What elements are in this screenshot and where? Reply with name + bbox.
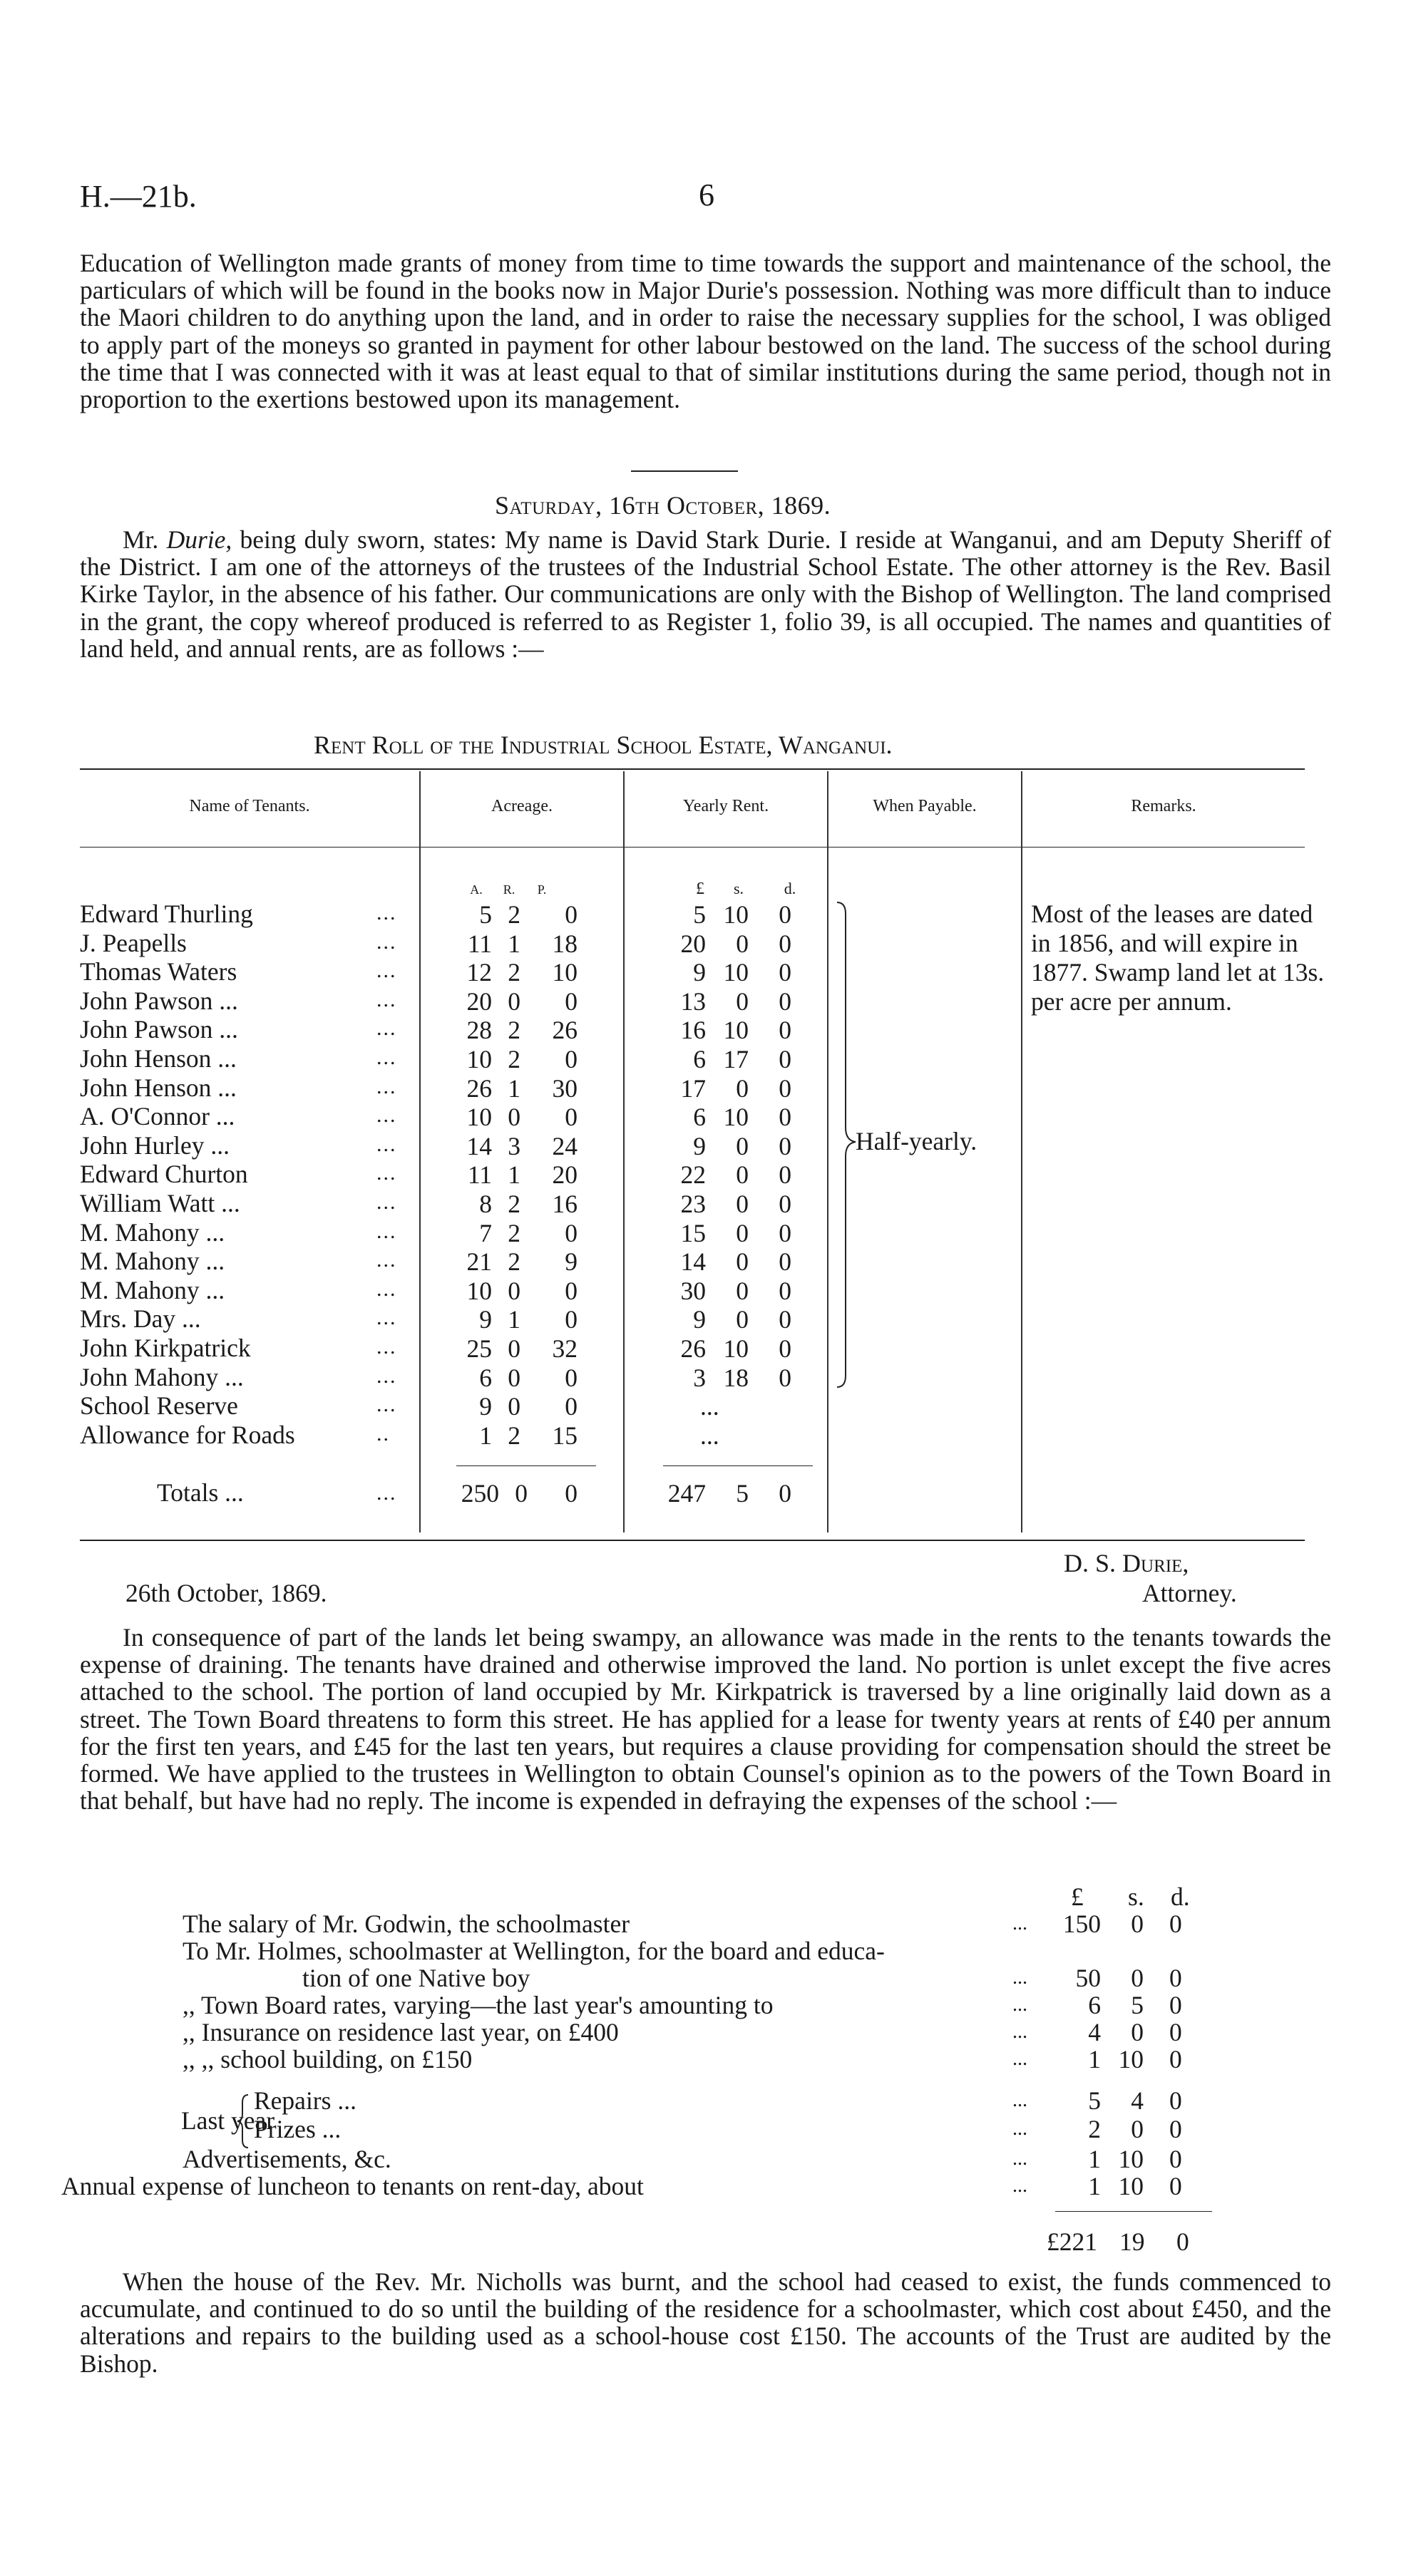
expense-pounds: 4 bbox=[1088, 2018, 1101, 2046]
rent-pounds: 30 bbox=[680, 1276, 706, 1305]
perches: 16 bbox=[552, 1190, 578, 1218]
expense-label: To Mr. Holmes, schoolmaster at Wellington, for the board and educa- bbox=[183, 1937, 885, 1965]
expense-leader-dots: ... bbox=[1012, 2118, 1027, 2140]
tenant-name: John Kirkpatrick bbox=[80, 1334, 251, 1362]
rent-pence: 0 bbox=[779, 1247, 791, 1277]
intro-paragraph: Education of Wellington made grants of money from time to time towards the support and maintenance of the school, the particulars of which will be found in the books now in Major Durie's possession. Nothing was more difficult than to induce the Maori children to do anything upon the land, and in order to raise the necessary supplies for the school, I was obliged to apply part of the moneys so granted in payment for other labour bestowed on the land. The success of the school during the time that I was connected with it was at least equal to that of similar institutions during the same period, though not in proportion to the exertions bestowed upon its management. bbox=[80, 249, 1331, 414]
leader-dots: ... bbox=[376, 1132, 397, 1156]
col-divider-3 bbox=[827, 771, 828, 1532]
leader-dots: ... bbox=[376, 929, 397, 954]
tenant-name: M. Mahony ... bbox=[80, 1217, 225, 1247]
roods: 2 bbox=[508, 958, 520, 987]
tenant-name: John Henson ... bbox=[80, 1044, 237, 1073]
section-divider bbox=[631, 470, 738, 472]
rent-pence: 0 bbox=[779, 929, 791, 958]
acres: 10 bbox=[466, 1045, 492, 1073]
total-shillings: 5 bbox=[736, 1479, 749, 1508]
rent-pounds: 22 bbox=[680, 1160, 706, 1190]
expense-total-pence: 0 bbox=[1176, 2227, 1189, 2256]
acres: 25 bbox=[466, 1334, 492, 1363]
roods: 0 bbox=[508, 1334, 520, 1363]
totals-label: Totals ... bbox=[157, 1478, 244, 1507]
acres: 20 bbox=[466, 986, 492, 1016]
perches: 15 bbox=[552, 1421, 578, 1450]
perches: 0 bbox=[565, 1276, 578, 1305]
rent-pounds: 20 bbox=[680, 929, 706, 958]
rent-shillings: 0 bbox=[736, 1190, 749, 1218]
expense-pence: 0 bbox=[1169, 1991, 1182, 2019]
rent-pounds: 23 bbox=[680, 1190, 706, 1218]
perches: 0 bbox=[565, 900, 578, 929]
rent-shillings: 10 bbox=[723, 900, 749, 929]
leader-dots: ... bbox=[376, 1248, 397, 1272]
acres: 21 bbox=[466, 1247, 492, 1277]
col-header-name: Name of Tenants. bbox=[189, 797, 310, 815]
mr-prefix: Mr. bbox=[123, 525, 159, 554]
roods: 0 bbox=[508, 1392, 520, 1421]
rent-pounds: 17 bbox=[680, 1073, 706, 1103]
leader-dots: ... bbox=[376, 1103, 397, 1128]
acres: 6 bbox=[479, 1363, 492, 1392]
exp-unit-pence: d. bbox=[1171, 1882, 1190, 1911]
totals-rule-acreage bbox=[456, 1465, 596, 1466]
rent-pence: 0 bbox=[779, 1131, 791, 1160]
exp-unit-shilling: s. bbox=[1128, 1882, 1144, 1911]
tenant-name: William Watt ... bbox=[80, 1189, 240, 1217]
perches: 24 bbox=[552, 1131, 578, 1160]
perches: 30 bbox=[552, 1073, 578, 1103]
tenant-name: Allowance for Roads bbox=[80, 1420, 295, 1449]
leader-dots: ... bbox=[376, 1219, 397, 1243]
perches: 0 bbox=[565, 1218, 578, 1247]
expense-label: The salary of Mr. Godwin, the schoolmaster bbox=[183, 1910, 630, 1938]
expense-pence: 0 bbox=[1169, 2045, 1182, 2073]
document-code: H.—21b. bbox=[80, 179, 197, 214]
roods: 0 bbox=[508, 1363, 520, 1392]
tenant-name: John Henson ... bbox=[80, 1073, 237, 1102]
expense-label: Prizes ... bbox=[254, 2115, 342, 2143]
total-pounds: 247 bbox=[667, 1479, 706, 1508]
last-year-label: Last year bbox=[181, 2106, 275, 2135]
rent-pence: 0 bbox=[779, 1103, 791, 1132]
acres: 1 bbox=[479, 1421, 492, 1450]
expense-pence: 0 bbox=[1169, 2018, 1182, 2046]
expense-total-shillings: 19 bbox=[1119, 2227, 1145, 2256]
rent-pence: 0 bbox=[779, 1160, 791, 1190]
expense-label: Repairs ... bbox=[254, 2086, 356, 2115]
roods: 2 bbox=[508, 1016, 520, 1045]
perches: 0 bbox=[565, 1363, 578, 1392]
expense-shillings: 0 bbox=[1131, 2115, 1144, 2143]
expense-pence: 0 bbox=[1169, 1964, 1182, 1992]
rent-pounds: 26 bbox=[680, 1334, 706, 1363]
expense-pounds: 150 bbox=[1062, 1910, 1101, 1938]
perches: 0 bbox=[565, 1103, 578, 1132]
expense-label: tion of one Native boy bbox=[302, 1964, 530, 1992]
tenant-name: M. Mahony ... bbox=[80, 1247, 225, 1276]
rent-shillings: 10 bbox=[723, 1334, 749, 1363]
roods: 2 bbox=[508, 1421, 520, 1450]
acres: 11 bbox=[467, 1160, 492, 1190]
roods: 1 bbox=[508, 929, 520, 958]
leader-dots: ... bbox=[376, 1161, 397, 1185]
tenant-name: J. Peapells bbox=[80, 928, 187, 957]
rent-pounds: 15 bbox=[680, 1218, 706, 1247]
expense-pence: 0 bbox=[1169, 2172, 1182, 2200]
expense-shillings: 10 bbox=[1118, 2172, 1144, 2200]
acres: 9 bbox=[479, 1305, 492, 1334]
page-number: 6 bbox=[699, 177, 714, 212]
expense-leader-dots: ... bbox=[1012, 2148, 1027, 2170]
col-header-rent: Yearly Rent. bbox=[682, 797, 769, 815]
expense-total-pounds: £221 bbox=[1047, 2227, 1097, 2256]
expense-pounds: 50 bbox=[1075, 1964, 1101, 1992]
date-heading: Saturday, 16th October, 1869. bbox=[495, 491, 831, 520]
leader-dots: ... bbox=[376, 1277, 397, 1301]
expense-shillings: 10 bbox=[1118, 2045, 1144, 2073]
roods: 0 bbox=[508, 1276, 520, 1305]
rent-none: ... bbox=[700, 1421, 719, 1450]
col-header-acreage: Acreage. bbox=[491, 797, 553, 815]
roods: 1 bbox=[508, 1305, 520, 1334]
expense-leader-dots: ... bbox=[1012, 1994, 1027, 2016]
roods: 2 bbox=[508, 1247, 520, 1277]
expense-leader-dots: ... bbox=[1012, 2175, 1027, 2197]
rent-pounds: 16 bbox=[680, 1016, 706, 1045]
unit-shilling: s. bbox=[733, 880, 744, 897]
perches: 9 bbox=[565, 1247, 578, 1277]
roods: 1 bbox=[508, 1160, 520, 1190]
col-divider-2 bbox=[623, 771, 625, 1532]
acres: 5 bbox=[479, 900, 492, 929]
tenant-name: M. Mahony ... bbox=[80, 1275, 225, 1304]
unit-a: A. bbox=[470, 882, 483, 897]
when-payable: Half-yearly. bbox=[856, 1127, 977, 1155]
perches: 18 bbox=[552, 929, 578, 958]
roods: 2 bbox=[508, 1045, 520, 1073]
total-perches: 0 bbox=[565, 1479, 578, 1508]
total-roods: 0 bbox=[515, 1479, 528, 1508]
acres: 7 bbox=[479, 1218, 492, 1247]
acres: 28 bbox=[466, 1016, 492, 1045]
roods: 1 bbox=[508, 1073, 520, 1103]
perches: 26 bbox=[552, 1016, 578, 1045]
rent-pounds: 9 bbox=[693, 958, 706, 987]
col-header-when: When Payable. bbox=[873, 797, 977, 815]
leader-dots: ... bbox=[376, 1306, 397, 1330]
roods: 0 bbox=[508, 1103, 520, 1132]
expense-leader-dots: ... bbox=[1012, 1967, 1027, 1989]
acres: 9 bbox=[479, 1392, 492, 1421]
tenant-name: John Pawson ... bbox=[80, 1015, 238, 1044]
tenant-name: John Hurley ... bbox=[80, 1130, 230, 1160]
acres: 8 bbox=[479, 1190, 492, 1218]
roods: 2 bbox=[508, 900, 520, 929]
expense-leader-dots: ... bbox=[1012, 2089, 1027, 2111]
totals-dots: ... bbox=[376, 1481, 397, 1505]
rent-shillings: 0 bbox=[736, 1247, 749, 1277]
rent-shillings: 0 bbox=[736, 1305, 749, 1334]
totals-rule-rent bbox=[663, 1465, 813, 1466]
acres: 26 bbox=[466, 1073, 492, 1103]
rent-pence: 0 bbox=[779, 1363, 791, 1392]
expense-pence: 0 bbox=[1169, 2145, 1182, 2173]
rent-pounds: 5 bbox=[693, 900, 706, 929]
rent-shillings: 0 bbox=[736, 1160, 749, 1190]
rent-shillings: 10 bbox=[723, 1103, 749, 1132]
signature-date: 26th October, 1869. bbox=[125, 1579, 327, 1607]
roods: 2 bbox=[508, 1190, 520, 1218]
tenant-name: Thomas Waters bbox=[80, 957, 237, 986]
total-acres: 250 bbox=[461, 1479, 499, 1508]
rent-shillings: 0 bbox=[736, 1131, 749, 1160]
leader-dots: ... bbox=[376, 1074, 397, 1098]
perches: 32 bbox=[552, 1334, 578, 1363]
expense-label: ,, ,, school building, on £150 bbox=[183, 2045, 473, 2073]
tenant-name: John Mahony ... bbox=[80, 1362, 244, 1391]
col-divider-1 bbox=[419, 771, 421, 1532]
leader-dots: ... bbox=[376, 1335, 397, 1359]
perches: 0 bbox=[565, 986, 578, 1016]
perches: 0 bbox=[565, 1045, 578, 1073]
rent-shillings: 0 bbox=[736, 929, 749, 958]
rent-pence: 0 bbox=[779, 1305, 791, 1334]
rent-pounds: 3 bbox=[693, 1363, 706, 1392]
tenant-name: Edward Thurling bbox=[80, 900, 253, 928]
expense-label: Annual expense of luncheon to tenants on rent-day, about bbox=[61, 2172, 644, 2200]
rent-pounds: 9 bbox=[693, 1305, 706, 1334]
rent-pounds: 13 bbox=[680, 986, 706, 1016]
final-paragraph: When the house of the Rev. Mr. Nicholls was burnt, and the school had ceased to exist, the funds commenced to accumulate, and continued to do so until the building of the residence for a schoolmaster, which cost about £450, and the alterations and repairs to the building used as a school-house cost £150. The accounts of the Trust are audited by the Bishop. bbox=[80, 2267, 1331, 2378]
expense-label: Advertisements, &c. bbox=[183, 2145, 391, 2173]
rent-shillings: 18 bbox=[723, 1363, 749, 1392]
rent-shillings: 17 bbox=[723, 1045, 749, 1073]
unit-p: P. bbox=[537, 882, 547, 897]
acres: 14 bbox=[466, 1131, 492, 1160]
roods: 2 bbox=[508, 1218, 520, 1247]
rent-shillings: 0 bbox=[736, 986, 749, 1016]
roods: 3 bbox=[508, 1131, 520, 1160]
expense-shillings: 10 bbox=[1118, 2145, 1144, 2173]
rent-pence: 0 bbox=[779, 1016, 791, 1045]
rent-none: ... bbox=[700, 1392, 719, 1421]
expense-shillings: 4 bbox=[1131, 2086, 1144, 2115]
table-bottom-rule bbox=[80, 1540, 1305, 1541]
expense-pence: 0 bbox=[1169, 2115, 1182, 2143]
speaker-name: Durie, bbox=[166, 525, 232, 554]
leader-dots: ... bbox=[376, 1016, 397, 1041]
leader-dots: ... bbox=[376, 1190, 397, 1214]
table-top-rule bbox=[80, 768, 1305, 770]
expense-leader-dots: ... bbox=[1012, 2048, 1027, 2070]
acres: 10 bbox=[466, 1103, 492, 1132]
acres: 12 bbox=[466, 958, 492, 987]
leader-dots: ... bbox=[376, 987, 397, 1011]
perches: 20 bbox=[552, 1160, 578, 1190]
rent-shillings: 10 bbox=[723, 958, 749, 987]
tenant-name: A. O'Connor ... bbox=[80, 1102, 235, 1131]
expense-pounds: 5 bbox=[1088, 2086, 1101, 2115]
col-divider-4 bbox=[1021, 771, 1022, 1532]
expense-pence: 0 bbox=[1169, 1910, 1182, 1938]
leader-dots: ... bbox=[376, 1393, 397, 1417]
rent-pounds: 14 bbox=[680, 1247, 706, 1277]
expense-pounds: 1 bbox=[1088, 2145, 1101, 2173]
expense-label: ,, Town Board rates, varying—the last year's amounting to bbox=[183, 1991, 774, 2019]
expense-pounds: 6 bbox=[1088, 1991, 1101, 2019]
expense-pounds: 1 bbox=[1088, 2045, 1101, 2073]
remarks-text: Most of the leases are dated in 1856, and will expire in 1877. Swamp land let at 13s. per acre per annum. bbox=[1031, 900, 1325, 1016]
expense-leader-dots: ... bbox=[1012, 2021, 1027, 2043]
expense-pence: 0 bbox=[1169, 2086, 1182, 2115]
rent-pence: 0 bbox=[779, 900, 791, 929]
rent-pence: 0 bbox=[779, 1045, 791, 1073]
rent-pence: 0 bbox=[779, 1073, 791, 1103]
acres: 10 bbox=[466, 1276, 492, 1305]
acres: 11 bbox=[467, 929, 492, 958]
durie-testimony bbox=[80, 526, 1331, 662]
col-header-remarks: Remarks. bbox=[1131, 797, 1196, 815]
testimony-text: being duly sworn, states: My name is David Stark Durie. I reside at Wanganui, and am Deputy Sheriff of the District. I am one of the attorneys of the trustees of the Industrial School Estate. The other attorney is the Rev. Basil Kirke Taylor, in the absence of his father. Our communications are only with the Bishop of Wellington. The land comprised in the grant, the copy whereof produced is referred to as Register 1, folio 39, is all occupied. The names and quantities of land held, and annual rents, are as follows :— bbox=[80, 525, 1332, 663]
tenant-name: School Reserve bbox=[80, 1391, 238, 1421]
signatory-title: Attorney. bbox=[1142, 1579, 1237, 1607]
perches: 0 bbox=[565, 1392, 578, 1421]
expense-shillings: 0 bbox=[1131, 1964, 1144, 1992]
rent-pence: 0 bbox=[779, 1190, 791, 1218]
unit-r: R. bbox=[503, 882, 515, 897]
leader-dots: ... bbox=[376, 1364, 397, 1388]
rent-pence: 0 bbox=[779, 986, 791, 1016]
perches: 10 bbox=[552, 958, 578, 987]
expense-shillings: 5 bbox=[1131, 1991, 1144, 2019]
rent-pence: 0 bbox=[779, 1334, 791, 1363]
rent-pounds: 6 bbox=[693, 1103, 706, 1132]
perches: 0 bbox=[565, 1305, 578, 1334]
tenant-name: Mrs. Day ... bbox=[80, 1304, 201, 1334]
consequence-paragraph: In consequence of part of the lands let being swampy, an allowance was made in the rents to the tenants towards the expense of draining. The tenants have drained and otherwise improved the land. No portion is unlet except the five acres attached to the school. The portion of land occupied by Mr. Kirkpatrick is traversed by a line originally laid down as a street. The Town Board threatens to form this street. He has applied for a lease for twenty years at rents of £40 per annum for the first ten years, and £45 for the last ten years, but requires a clause providing for compensation should the street be formed. We have applied to the trustees in Wellington to obtain Counsel's opinion as to the powers of the Town Board in that behalf, but have had no reply. The income is expended in defraying the expenses of the school :— bbox=[80, 1623, 1331, 1815]
expense-total-rule bbox=[1055, 2211, 1212, 2212]
expense-shillings: 0 bbox=[1131, 1910, 1144, 1938]
expense-label: ,, Insurance on residence last year, on £400 bbox=[183, 2018, 619, 2046]
rent-pence: 0 bbox=[779, 958, 791, 987]
exp-unit-pound: £ bbox=[1071, 1882, 1084, 1911]
signatory-name: D. S. Durie, bbox=[1064, 1549, 1189, 1577]
rent-shillings: 10 bbox=[723, 1016, 749, 1045]
expense-pounds: 1 bbox=[1088, 2172, 1101, 2200]
total-pence: 0 bbox=[779, 1479, 791, 1508]
rent-shillings: 0 bbox=[736, 1073, 749, 1103]
expense-leader-dots: ... bbox=[1012, 1912, 1027, 1934]
leader-dots: ... bbox=[376, 901, 397, 924]
leader-dots: ... bbox=[376, 959, 397, 983]
leader-dots: ... bbox=[376, 1046, 397, 1069]
unit-pence: d. bbox=[784, 880, 796, 897]
expense-pounds: 2 bbox=[1088, 2115, 1101, 2143]
rent-shillings: 0 bbox=[736, 1218, 749, 1247]
rent-pence: 0 bbox=[779, 1276, 791, 1305]
rent-pounds: 9 bbox=[693, 1131, 706, 1160]
table-title: Rent Roll of the Industrial School Estate, Wanganui. bbox=[314, 731, 893, 759]
rent-pence: 0 bbox=[779, 1218, 791, 1247]
leader-dots: .. bbox=[376, 1421, 390, 1446]
expense-shillings: 0 bbox=[1131, 2018, 1144, 2046]
tenant-name: Edward Churton bbox=[80, 1160, 248, 1189]
rent-pounds: 6 bbox=[693, 1045, 706, 1073]
rent-shillings: 0 bbox=[736, 1276, 749, 1305]
roods: 0 bbox=[508, 986, 520, 1016]
unit-pound: £ bbox=[696, 880, 704, 898]
tenant-name: John Pawson ... bbox=[80, 986, 238, 1015]
